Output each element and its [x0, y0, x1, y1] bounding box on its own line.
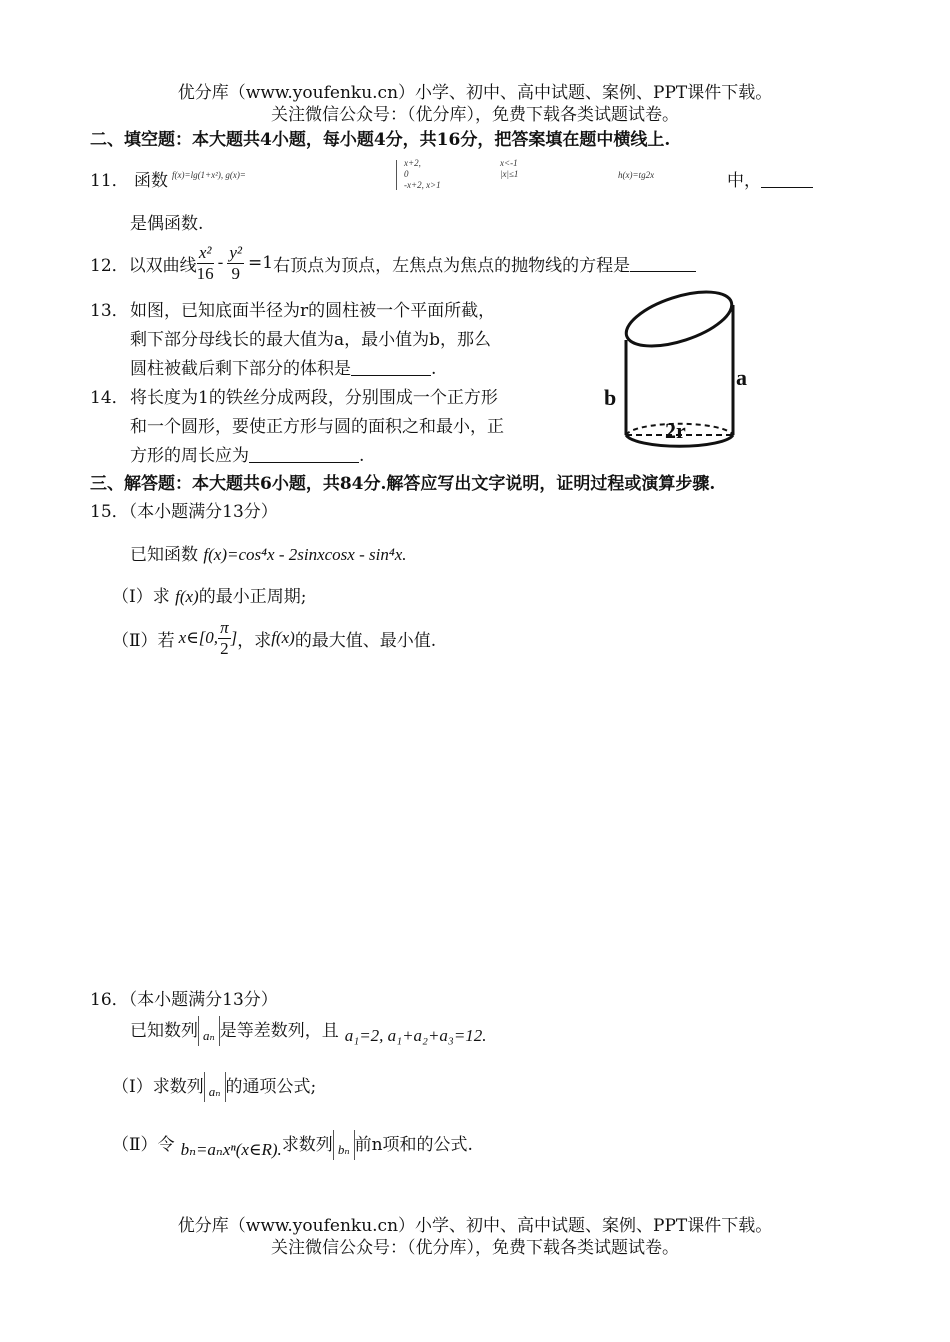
q14-number: 14．	[90, 388, 129, 408]
q15-p2-a: 若	[157, 630, 175, 651]
q12-frac2-num: y²	[229, 242, 243, 262]
q16-p1-b: 的通项公式;	[225, 1077, 317, 1097]
q14-line-3-wrap	[130, 441, 364, 466]
q15-part-1	[112, 582, 306, 607]
q13-line-3: 圆柱被截后剩下部分的体积是	[130, 359, 351, 379]
label-a: a	[736, 365, 747, 390]
q15-p2-c: 的最大值、最小值.	[294, 630, 437, 651]
q14-line-2: 和一个圆形，要使正方形与圆的面积之和最小，正	[130, 417, 504, 437]
label-b: b	[604, 385, 617, 410]
q16-heading: 16．（本小题满分13分）	[90, 990, 278, 1010]
q14-end: .	[359, 446, 365, 466]
q13-end: .	[431, 359, 437, 379]
q15-p2-b: ，求	[237, 630, 272, 651]
q15-p2-cond-right: ]	[230, 628, 238, 647]
question-12	[90, 238, 696, 288]
section-2-title: 二、填空题：本大题共4小题，每小题4分，共16分，把答案填在题中横线上.	[90, 130, 671, 150]
q12-lead: 以双曲线	[128, 255, 197, 276]
q12-number: 12．	[90, 255, 129, 276]
q15-p2-cond-left: x∈[0,	[178, 628, 219, 647]
q15-p1-b: 的最小正周期;	[198, 587, 307, 607]
q12-frac1-den: 16	[196, 263, 214, 283]
q11-piece-1: x+2,	[404, 158, 421, 168]
q11-piece-3: -x+2, x>1	[404, 180, 441, 190]
q11-piece-2: 0	[404, 169, 409, 179]
q11-pieces	[404, 158, 441, 191]
q16-set-bn: bₙ	[333, 1130, 355, 1160]
q11-cond-1: x<-1	[500, 158, 518, 168]
q16-part-1	[112, 1072, 316, 1102]
q15-p2-two: 2	[220, 638, 229, 658]
header-line-2: 关注微信公众号：（优分库），免费下载各类试题试卷。	[271, 105, 679, 125]
q16-p1-a: 求数列	[152, 1077, 204, 1097]
label-2r: 2r	[665, 418, 686, 443]
q11-number: 11．	[90, 171, 129, 191]
footer-line-1: 优分库（www.youfenku.cn）小学、初中、高中试题、案例、PPT课件下载。	[177, 1216, 773, 1236]
q11-continuation: 是偶函数.	[130, 214, 204, 234]
q16-p2-c: 前n项和的公式.	[354, 1135, 473, 1155]
q12-equals: =1	[248, 253, 274, 273]
q16-p2-formula: bₙ=aₙxⁿ(x∈R).	[180, 1140, 282, 1159]
q15-p2-pi: π	[220, 617, 229, 637]
q14-answer-blank[interactable]	[249, 446, 359, 463]
q11-tail-text: 中，	[727, 171, 761, 191]
q15-part-2	[112, 612, 436, 664]
q16-p1-tag: （Ⅰ）	[112, 1077, 153, 1097]
q13-line-1: 如图，已知底面半径为r的圆柱被一个平面所截，	[130, 301, 496, 321]
q15-p2-tag: （Ⅱ）	[112, 630, 158, 651]
q12-minus: -	[217, 253, 224, 273]
q15-given	[130, 540, 407, 565]
q12-frac1-num: x²	[197, 243, 214, 264]
q11-brace	[396, 160, 403, 190]
q16-given-b: 是等差数列，且	[219, 1021, 339, 1041]
q11-h-formula: h(x)=tg2x	[618, 170, 655, 180]
q16-part-2	[112, 1130, 473, 1160]
q12-fraction-x	[197, 243, 214, 284]
q13-line-2: 剩下部分母线长的最大值为a，最小值为b，那么	[130, 330, 492, 350]
q15-given-text: 已知函数	[130, 545, 198, 565]
q12-frac2-den: 9	[231, 263, 240, 283]
q12-fraction-y	[227, 243, 244, 284]
footer-line-2: 关注微信公众号：（优分库），免费下载各类试题试卷。	[271, 1238, 679, 1258]
q16-p2-b: 求数列	[281, 1135, 333, 1155]
header-line-1: 优分库（www.youfenku.cn）小学、初中、高中试题、案例、PPT课件下载。	[177, 83, 773, 103]
q14-line-1: 将长度为1的铁丝分成两段，分别围成一个正方形	[130, 388, 498, 408]
q15-p2-fx: f(x)	[271, 628, 295, 647]
q13-number: 13．	[90, 301, 129, 321]
q15-p1-a: 求	[152, 587, 170, 607]
q12-answer-blank[interactable]	[630, 255, 696, 272]
q15-formula: f(x)=cos⁴x - 2sinxcosx - sin⁴x.	[203, 545, 407, 564]
q13-answer-blank[interactable]	[351, 359, 431, 376]
q12-tail: 右顶点为顶点，左焦点为焦点的抛物线的方程是	[273, 255, 631, 276]
q11-cond-2: |x|≤1	[500, 169, 519, 179]
q15-p2-pi-over-2	[218, 618, 231, 659]
q16-set-an: aₙ	[198, 1016, 220, 1046]
top-cut-ellipse	[620, 285, 738, 357]
q15-p1-fx: f(x)	[175, 587, 199, 606]
q13-line-3-wrap	[130, 354, 436, 379]
q15-p1-tag: （Ⅰ）	[112, 587, 153, 607]
q16-p1-set-an: aₙ	[204, 1072, 226, 1102]
section-3-title: 三、解答题：本大题共6小题，共84分.解答应写出文字说明，证明过程或演算步骤.	[90, 474, 716, 494]
q11-lead: 函数	[134, 171, 169, 191]
question-11	[90, 166, 168, 191]
q14-line-3: 方形的周长应为	[130, 446, 249, 466]
q16-p2-a: 令	[157, 1135, 175, 1155]
cut-cylinder-figure	[600, 285, 770, 460]
q11-conditions	[500, 158, 518, 180]
q15-heading: 15．（本小题满分13分）	[90, 502, 278, 522]
q16-p2-tag: （Ⅱ）	[112, 1135, 158, 1155]
q16-given-formula: a₁=2, a₁+a₂+a₃=12.	[344, 1026, 487, 1045]
q11-answer-blank[interactable]	[761, 171, 813, 188]
q11-tail	[727, 166, 813, 191]
q11-f-formula: f(x)=lg(1+x²), g(x)=	[172, 170, 246, 180]
q16-given-a: 已知数列	[130, 1021, 198, 1041]
q16-given	[130, 1016, 487, 1046]
